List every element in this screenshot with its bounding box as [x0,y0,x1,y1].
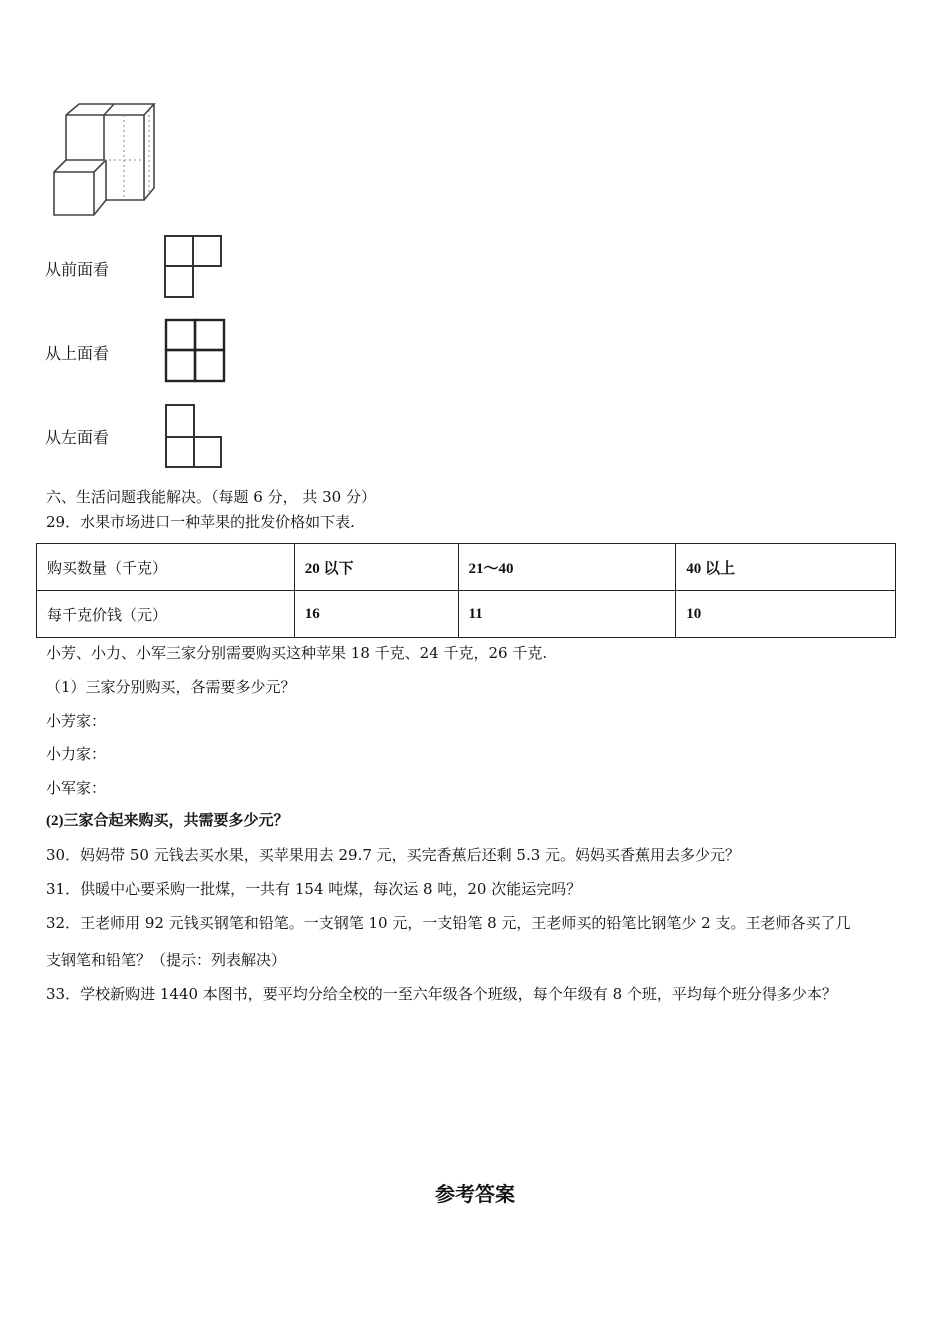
top-view-shape [164,318,228,384]
q29-xiaofang: 小芳家： [46,712,107,730]
left-view-label: 从左面看 [45,428,110,447]
price-table [36,543,896,638]
q29-scenario: 小芳、小力、小军三家分别需要购买这种苹果 18 千克、24 千克，26 千克. [46,644,548,662]
q29-sub2: (2)三家合起来购买，共需要多少元？ [46,813,289,829]
q29-intro: 29．水果市场进口一种苹果的批发价格如下表. [46,513,355,531]
q30: 30．妈妈带 50 元钱去买水果，买苹果用去 29.7 元，买完香蕉后还剩 5.3 元。妈妈买香蕉用去多少元？ [46,846,741,864]
left-view-shape [164,403,224,469]
front-view-label: 从前面看 [45,260,110,279]
table-cell: 10 [676,591,896,638]
table-row [37,544,896,591]
table-cell: 20 以下 [294,544,458,591]
q31: 31．供暖中心要采购一批煤，一共有 154 吨煤，每次运 8 吨，20 次能运完吗？ [46,880,582,898]
q32-line2: 支钢笔和铅笔？（提示：列表解决） [46,951,287,969]
front-view-shape [164,235,224,301]
table-cell: 40 以上 [676,544,896,591]
section-six-heading: 六、生活问题我能解决。（每题 6 分， 共 30 分） [46,488,376,506]
q29-xiaojun: 小军家： [46,779,107,797]
cube-stack-figure [44,100,164,220]
answer-title: 参考答案 [435,1182,515,1206]
q33: 33．学校新购进 1440 本图书，要平均分给全校的一至六年级各个班级，每个年级有 8 个班，平均每个班分得多少本？ [46,985,837,1003]
table-cell: 16 [294,591,458,638]
top-view-label: 从上面看 [45,344,110,363]
table-cell: 每千克价钱（元） [37,591,295,638]
table-cell: 21～40 [458,544,676,591]
q29-sub1: （1）三家分别购买，各需要多少元？ [46,678,296,696]
q29-xiaoli: 小力家： [46,745,107,763]
table-cell: 购买数量（千克） [37,544,295,591]
table-row [37,591,896,638]
table-cell: 11 [458,591,676,638]
q32-line1: 32．王老师用 92 元钱买钢笔和铅笔。一支钢笔 10 元，一支铅笔 8 元，王老师买的铅笔比钢笔少 2 支。王老师各买了几 [46,914,851,932]
